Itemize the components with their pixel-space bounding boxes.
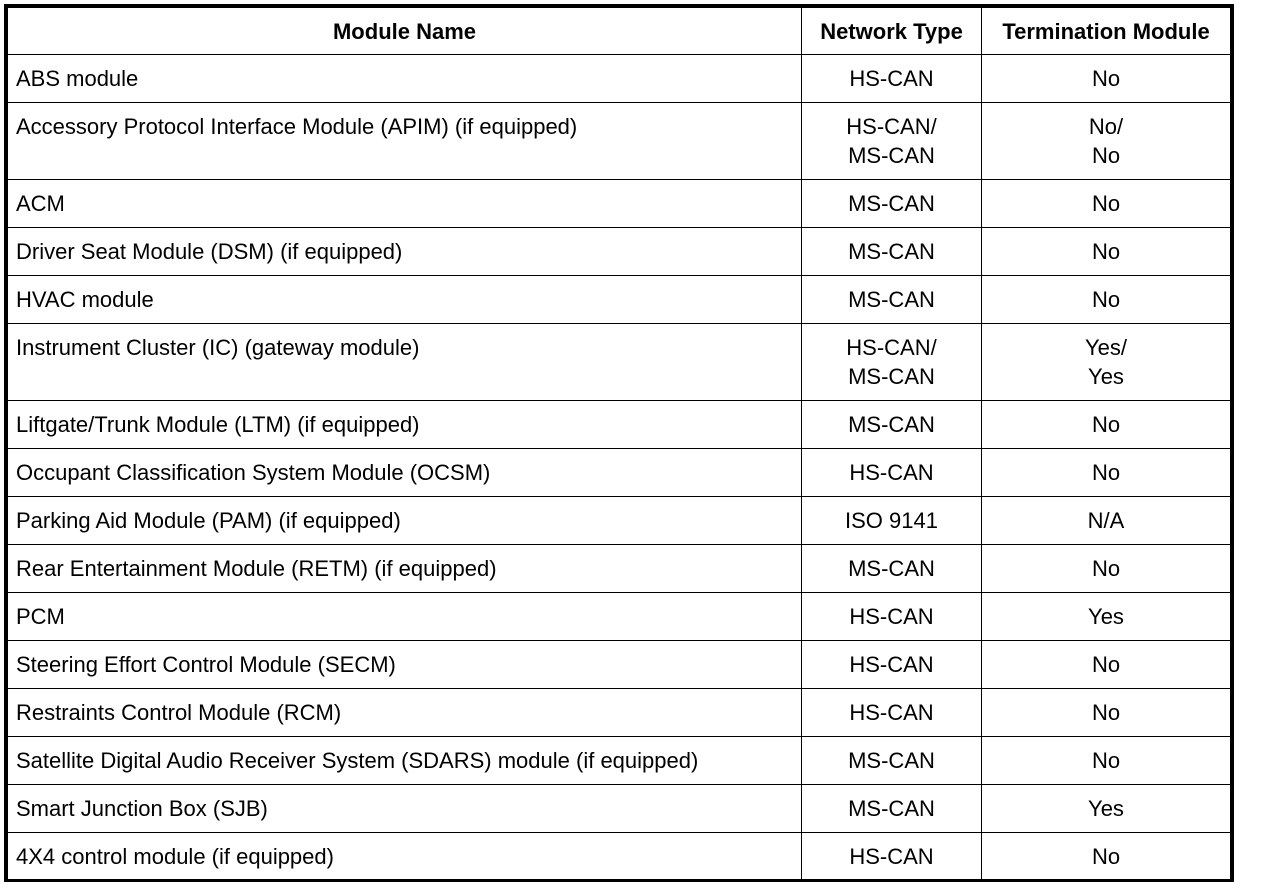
network-type-value: MS-CAN [848, 143, 935, 168]
network-type-value: MS-CAN [848, 287, 935, 312]
termination-value: Yes [1088, 796, 1124, 821]
termination-value: No [1091, 412, 1121, 437]
termination-module-cell [982, 497, 1231, 545]
module-name-cell: Satellite Digital Audio Receiver System (SDARS) module (if equipped) [8, 737, 802, 785]
table-row [8, 324, 1231, 401]
network-type-cell [802, 785, 982, 833]
module-name-cell: 4X4 control module (if equipped) [8, 833, 802, 881]
termination-value: No [1091, 652, 1121, 677]
termination-value: No/ [1088, 114, 1124, 139]
table-body [8, 55, 1231, 881]
network-type-value: MS-CAN [848, 191, 935, 216]
termination-value: No [1091, 748, 1121, 773]
module-name-cell: Instrument Cluster (IC) (gateway module) [8, 324, 802, 401]
header-termination-module: Termination Module [982, 8, 1231, 55]
network-type-value: MS-CAN [848, 239, 935, 264]
network-type-value: MS-CAN [848, 412, 935, 437]
termination-module-cell [982, 449, 1231, 497]
network-type-cell [802, 180, 982, 228]
header-row [8, 8, 1231, 55]
network-type-cell [802, 497, 982, 545]
termination-value: No [1091, 143, 1121, 168]
termination-value: Yes [1088, 364, 1124, 389]
network-type-cell [802, 593, 982, 641]
network-type-cell [802, 689, 982, 737]
network-type-cell [802, 449, 982, 497]
module-name-cell: HVAC module [8, 276, 802, 324]
network-type-cell [802, 324, 982, 401]
termination-module-cell [982, 55, 1231, 103]
table-row [8, 103, 1231, 180]
module-name-cell: ABS module [8, 55, 802, 103]
table-row [8, 276, 1231, 324]
network-type-cell [802, 401, 982, 449]
termination-value: N/A [1087, 508, 1125, 533]
termination-value: No [1091, 66, 1121, 91]
table-row [8, 641, 1231, 689]
network-type-value: HS-CAN [849, 844, 934, 869]
termination-value: No [1091, 844, 1121, 869]
termination-value: No [1091, 460, 1121, 485]
network-type-cell [802, 545, 982, 593]
termination-value: No [1091, 700, 1121, 725]
network-type-cell [802, 833, 982, 881]
network-type-value: HS-CAN [849, 604, 934, 629]
table-row [8, 497, 1231, 545]
termination-module-cell [982, 833, 1231, 881]
module-name-cell: Liftgate/Trunk Module (LTM) (if equipped) [8, 401, 802, 449]
module-name-cell: Occupant Classification System Module (OCSM) [8, 449, 802, 497]
termination-module-cell [982, 180, 1231, 228]
termination-module-cell [982, 401, 1231, 449]
table-row [8, 593, 1231, 641]
network-type-cell [802, 55, 982, 103]
network-type-value: MS-CAN [848, 364, 935, 389]
network-type-value: HS-CAN [849, 700, 934, 725]
termination-module-cell [982, 737, 1231, 785]
module-name-cell: Accessory Protocol Interface Module (APIM) (if equipped) [8, 103, 802, 180]
termination-value: No [1091, 287, 1121, 312]
network-type-value: HS-CAN [849, 460, 934, 485]
network-type-value: HS-CAN/ [846, 114, 937, 139]
termination-value: No [1091, 239, 1121, 264]
table-row [8, 228, 1231, 276]
termination-module-cell [982, 785, 1231, 833]
termination-module-cell [982, 103, 1231, 180]
network-type-value: MS-CAN [848, 796, 935, 821]
termination-value: No [1091, 556, 1121, 581]
network-type-value: MS-CAN [848, 748, 935, 773]
table-row [8, 545, 1231, 593]
table-row [8, 55, 1231, 103]
table-row [8, 785, 1231, 833]
module-network-table [4, 4, 1234, 882]
module-name-cell: Rear Entertainment Module (RETM) (if equipped) [8, 545, 802, 593]
termination-module-cell [982, 545, 1231, 593]
network-type-cell [802, 103, 982, 180]
module-name-cell: ACM [8, 180, 802, 228]
termination-module-cell [982, 593, 1231, 641]
network-type-value: MS-CAN [848, 556, 935, 581]
network-type-cell [802, 641, 982, 689]
table-row [8, 180, 1231, 228]
termination-module-cell [982, 641, 1231, 689]
module-name-cell: Steering Effort Control Module (SECM) [8, 641, 802, 689]
module-name-cell: Restraints Control Module (RCM) [8, 689, 802, 737]
network-type-cell [802, 228, 982, 276]
termination-module-cell [982, 228, 1231, 276]
module-name-cell: Driver Seat Module (DSM) (if equipped) [8, 228, 802, 276]
network-type-value: ISO 9141 [845, 508, 938, 533]
table-row [8, 449, 1231, 497]
table-row [8, 737, 1231, 785]
header-network-type: Network Type [802, 8, 982, 55]
table-row [8, 833, 1231, 881]
termination-module-cell [982, 276, 1231, 324]
table-row [8, 689, 1231, 737]
header-module-name: Module Name [8, 8, 802, 55]
network-type-value: HS-CAN/ [846, 335, 937, 360]
network-type-cell [802, 737, 982, 785]
termination-module-cell [982, 689, 1231, 737]
module-name-cell: Smart Junction Box (SJB) [8, 785, 802, 833]
network-type-cell [802, 276, 982, 324]
termination-value: Yes/ [1084, 335, 1127, 360]
table-row [8, 401, 1231, 449]
module-table [7, 7, 1231, 881]
termination-value: Yes [1088, 604, 1124, 629]
network-type-value: HS-CAN [849, 66, 934, 91]
network-type-value: HS-CAN [849, 652, 934, 677]
termination-module-cell [982, 324, 1231, 401]
module-name-cell: PCM [8, 593, 802, 641]
termination-value: No [1091, 191, 1121, 216]
module-name-cell: Parking Aid Module (PAM) (if equipped) [8, 497, 802, 545]
